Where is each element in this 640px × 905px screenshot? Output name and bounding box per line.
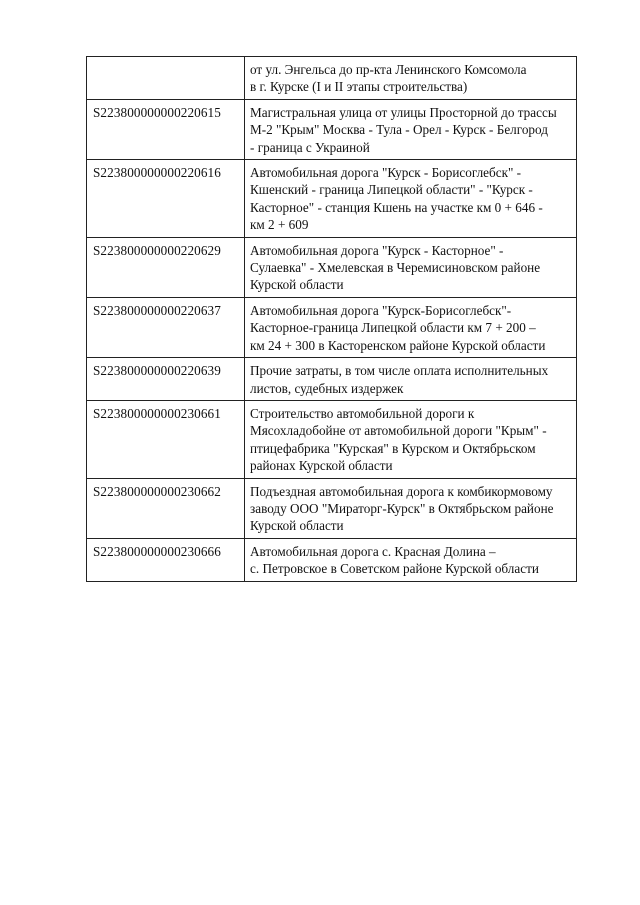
project-description-cell: Автомобильная дорога "Курск - Борисоглебск" - Кшенский - граница Липецкой области" - "Курск - Касторное" - станция Кшень на участке км 0 + 646 - км 2 + 609 bbox=[245, 160, 577, 238]
budget-code-cell: S223800000000220639 bbox=[87, 358, 245, 401]
project-description-cell: Подъездная автомобильная дорога к комбикормовому заводу ООО "Мираторг-Курск" в Октябрьском районе Курской области bbox=[245, 478, 577, 538]
budget-code-cell bbox=[87, 57, 245, 100]
project-description-cell: Автомобильная дорога "Курск - Касторное" - Сулаевка" - Хмелевская в Черемисиновском районе Курской области bbox=[245, 237, 577, 297]
project-description-cell: Автомобильная дорога с. Красная Долина – с. Петровское в Советском районе Курской области bbox=[245, 538, 577, 581]
project-description-cell: Строительство автомобильной дороги к Мясохладобойне от автомобильной дороги "Крым" - птицефабрика "Курская" в Курском и Октябрьском районах Курской области bbox=[245, 400, 577, 478]
table-row bbox=[87, 99, 577, 159]
table-row bbox=[87, 538, 577, 581]
budget-code-cell: S223800000000230661 bbox=[87, 400, 245, 478]
budget-code-cell: S223800000000230666 bbox=[87, 538, 245, 581]
budget-code-table bbox=[86, 56, 577, 582]
table-row bbox=[87, 478, 577, 538]
budget-code-cell: S223800000000220637 bbox=[87, 297, 245, 357]
project-description-cell: Автомобильная дорога "Курск-Борисоглебск"- Касторное-граница Липецкой области км 7 + 200 – км 24 + 300 в Касторенском районе Курской области bbox=[245, 297, 577, 357]
project-description-cell: от ул. Энгельса до пр-кта Ленинского Комсомола в г. Курске (I и II этапы строительства) bbox=[245, 57, 577, 100]
budget-code-cell: S223800000000220615 bbox=[87, 99, 245, 159]
table-row bbox=[87, 358, 577, 401]
table-row bbox=[87, 160, 577, 238]
budget-code-cell: S223800000000230662 bbox=[87, 478, 245, 538]
project-description-cell: Магистральная улица от улицы Просторной до трассы М-2 "Крым" Москва - Тула - Орел - Курск - Белгород - граница с Украиной bbox=[245, 99, 577, 159]
budget-code-cell: S223800000000220616 bbox=[87, 160, 245, 238]
budget-code-cell: S223800000000220629 bbox=[87, 237, 245, 297]
table-row bbox=[87, 237, 577, 297]
table-row bbox=[87, 400, 577, 478]
table-row bbox=[87, 57, 577, 100]
table-row bbox=[87, 297, 577, 357]
project-description-cell: Прочие затраты, в том числе оплата исполнительных листов, судебных издержек bbox=[245, 358, 577, 401]
